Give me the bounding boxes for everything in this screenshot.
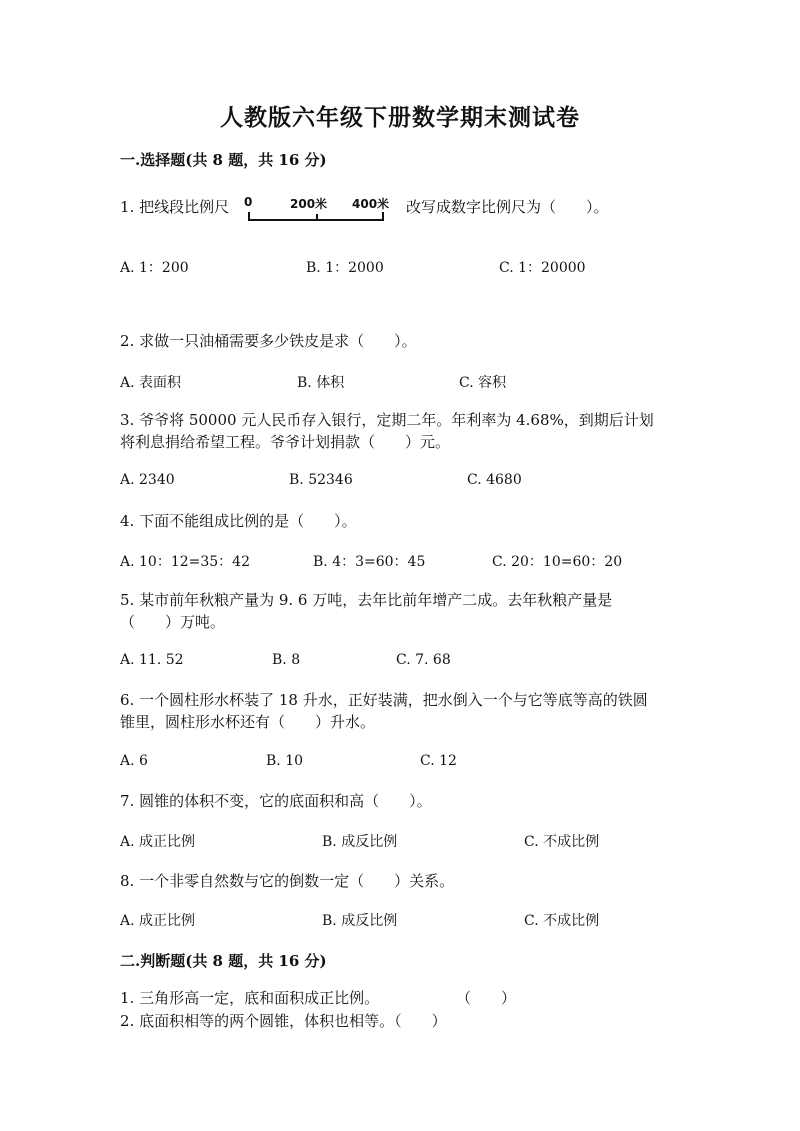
option-a: A. 2340 bbox=[120, 472, 175, 488]
scale-label-0: 0 bbox=[244, 195, 253, 209]
scale-tick-0 bbox=[248, 212, 250, 221]
option-c: C. 12 bbox=[420, 753, 457, 769]
option-c: C. 1：20000 bbox=[499, 260, 586, 276]
option-a: A. 6 bbox=[120, 753, 148, 769]
question-5-line-2: （ ）万吨。 bbox=[120, 613, 226, 631]
question-1-suffix: 改写成数字比例尺为（ ）。 bbox=[406, 198, 609, 216]
scale-tick-200 bbox=[316, 214, 318, 221]
option-a: A. 10：12=35：42 bbox=[120, 554, 250, 570]
section-heading-judgment: 二.判断题(共 8 题，共 16 分) bbox=[120, 952, 327, 970]
question-8: 8. 一个非零自然数与它的倒数一定（ ）关系。 bbox=[120, 872, 455, 890]
scale-label-400: 400米 bbox=[352, 197, 390, 211]
option-c: C. 20：10=60：20 bbox=[492, 554, 623, 570]
option-a: A. 成正比例 bbox=[120, 913, 196, 929]
question-7: 7. 圆锥的体积不变，它的底面积和高（ ）。 bbox=[120, 792, 432, 810]
option-c: C. 4680 bbox=[467, 472, 522, 488]
option-c: C. 容积 bbox=[459, 375, 507, 391]
option-b: B. 成反比例 bbox=[322, 834, 398, 850]
option-b: B. 8 bbox=[272, 652, 301, 668]
question-1-prefix: 1. 把线段比例尺 bbox=[120, 198, 230, 216]
judgment-2: 2. 底面积相等的两个圆锥，体积也相等。（ ） bbox=[120, 1012, 447, 1030]
line-segment-scale bbox=[240, 195, 400, 225]
option-b: B. 4：3=60：45 bbox=[313, 554, 426, 570]
judgment-1-answer-parentheses: （ ） bbox=[456, 989, 517, 1007]
question-3-line-2: 将利息捐给希望工程。爷爷计划捐款（ ）元。 bbox=[120, 433, 451, 451]
option-c: C. 不成比例 bbox=[524, 834, 600, 850]
option-b: B. 52346 bbox=[289, 472, 353, 488]
question-2: 2. 求做一只油桶需要多少铁皮是求（ ）。 bbox=[120, 332, 417, 350]
judgment-1: 1. 三角形高一定，底和面积成正比例。 bbox=[120, 989, 380, 1007]
option-b: B. 成反比例 bbox=[322, 913, 398, 929]
option-a: A. 1：200 bbox=[120, 260, 189, 276]
scale-tick-400 bbox=[382, 212, 384, 221]
option-a: A. 11. 52 bbox=[120, 652, 184, 668]
option-c: C. 不成比例 bbox=[524, 913, 600, 929]
option-c: C. 7. 68 bbox=[396, 652, 451, 668]
section-heading-choice: 一.选择题(共 8 题，共 16 分) bbox=[120, 151, 327, 169]
option-b: B. 体积 bbox=[297, 375, 345, 391]
option-b: B. 10 bbox=[266, 753, 304, 769]
question-4: 4. 下面不能组成比例的是（ ）。 bbox=[120, 512, 357, 530]
question-6-line-2: 锥里，圆柱形水杯还有（ ）升水。 bbox=[120, 713, 376, 731]
option-b: B. 1：2000 bbox=[306, 260, 384, 276]
option-a: A. 表面积 bbox=[120, 375, 182, 391]
question-3-line-1: 3. 爷爷将 50000 元人民币存入银行，定期二年。年利率为 4.68%，到期后计划 bbox=[120, 411, 654, 429]
question-6-line-1: 6. 一个圆柱形水杯装了 18 升水，正好装满，把水倒入一个与它等底等高的铁圆 bbox=[120, 691, 648, 709]
scale-label-200: 200米 bbox=[290, 197, 328, 211]
page-title: 人教版六年级下册数学期末测试卷 bbox=[220, 104, 580, 131]
option-a: A. 成正比例 bbox=[120, 834, 196, 850]
question-5-line-1: 5. 某市前年秋粮产量为 9. 6 万吨，去年比前年增产二成。去年秋粮产量是 bbox=[120, 591, 613, 609]
